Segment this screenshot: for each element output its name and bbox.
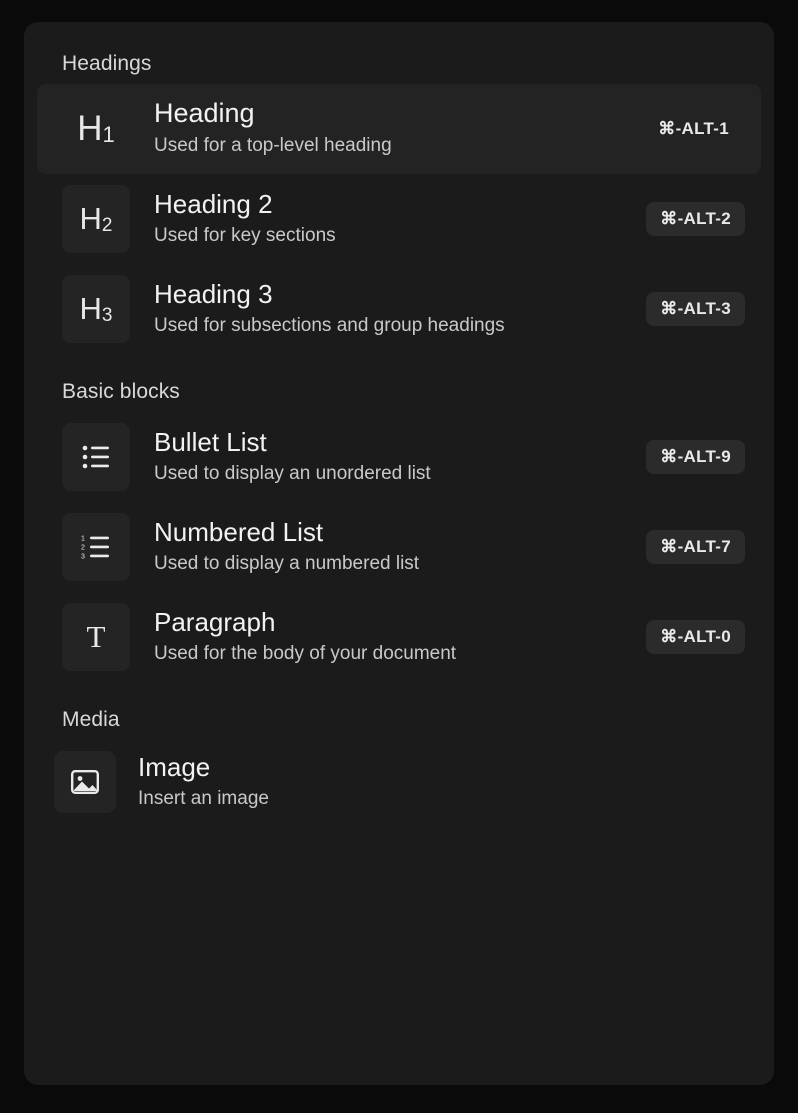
- heading-3-glyph: H: [79, 291, 102, 326]
- menu-item-description: Insert an image: [138, 787, 269, 809]
- svg-text:1: 1: [81, 535, 85, 543]
- menu-item-title: Heading 2: [154, 188, 273, 219]
- menu-item-text-group: [130, 517, 646, 577]
- heading-2-icon: [62, 185, 130, 253]
- numbered-list-icon: [62, 513, 130, 581]
- slash-command-menu: [24, 22, 774, 1085]
- menu-item-title: Heading: [154, 98, 255, 129]
- menu-item-description: Used to display a numbered list: [154, 552, 420, 574]
- svg-text:2: 2: [81, 544, 85, 552]
- image-icon: [54, 751, 116, 813]
- menu-item-text-group: [130, 607, 646, 667]
- heading-1-subscript: 1: [102, 122, 115, 147]
- menu-item-title: Paragraph: [154, 606, 276, 637]
- menu-item-paragraph[interactable]: [37, 592, 761, 682]
- menu-item-title: Numbered List: [154, 516, 324, 547]
- paragraph-glyph: T: [86, 619, 106, 654]
- menu-item-text-group: [116, 752, 745, 812]
- heading-3-icon: [62, 275, 130, 343]
- menu-item-image[interactable]: [37, 740, 761, 824]
- menu-item-shortcut: ⌘-ALT-9: [646, 440, 745, 474]
- menu-item-text-group: [130, 98, 644, 159]
- section-label-headings: Headings: [62, 52, 152, 75]
- heading-3-subscript: 3: [101, 305, 113, 326]
- section-label-media: Media: [62, 708, 120, 731]
- menu-item-shortcut: ⌘-ALT-2: [646, 202, 745, 236]
- menu-item-description: Used for subsections and group headings: [154, 314, 505, 336]
- menu-item-text-group: [130, 189, 646, 249]
- heading-1-glyph: H: [77, 109, 103, 148]
- menu-item-title: Heading 3: [154, 278, 273, 309]
- menu-item-title: Bullet List: [154, 426, 267, 457]
- menu-item-description: Used for the body of your document: [154, 642, 457, 664]
- menu-item-shortcut: ⌘-ALT-3: [646, 292, 745, 326]
- menu-item-title: Image: [138, 751, 211, 782]
- menu-item-bullet-list[interactable]: [37, 412, 761, 502]
- menu-item-heading-3[interactable]: [37, 264, 761, 354]
- menu-item-description: Used for key sections: [154, 224, 336, 246]
- menu-item-description: Used to display an unordered list: [154, 462, 431, 484]
- section-label-basic-blocks: Basic blocks: [62, 380, 180, 403]
- menu-item-heading-1[interactable]: [37, 84, 761, 174]
- menu-item-shortcut: ⌘-ALT-1: [658, 119, 729, 138]
- bullet-list-icon: [62, 423, 130, 491]
- menu-item-numbered-list[interactable]: [37, 502, 761, 592]
- menu-item-description: Used for a top-level heading: [154, 135, 392, 157]
- heading-2-subscript: 2: [101, 215, 113, 236]
- paragraph-icon: [62, 603, 130, 671]
- menu-item-text-group: [130, 279, 646, 339]
- menu-item-text-group: [130, 427, 646, 487]
- heading-2-glyph: H: [79, 201, 102, 236]
- menu-item-shortcut: ⌘-ALT-0: [646, 620, 745, 654]
- menu-item-heading-2[interactable]: [37, 174, 761, 264]
- heading-1-icon: [62, 95, 130, 163]
- svg-text:3: 3: [81, 553, 85, 560]
- menu-item-shortcut: ⌘-ALT-7: [646, 530, 745, 564]
